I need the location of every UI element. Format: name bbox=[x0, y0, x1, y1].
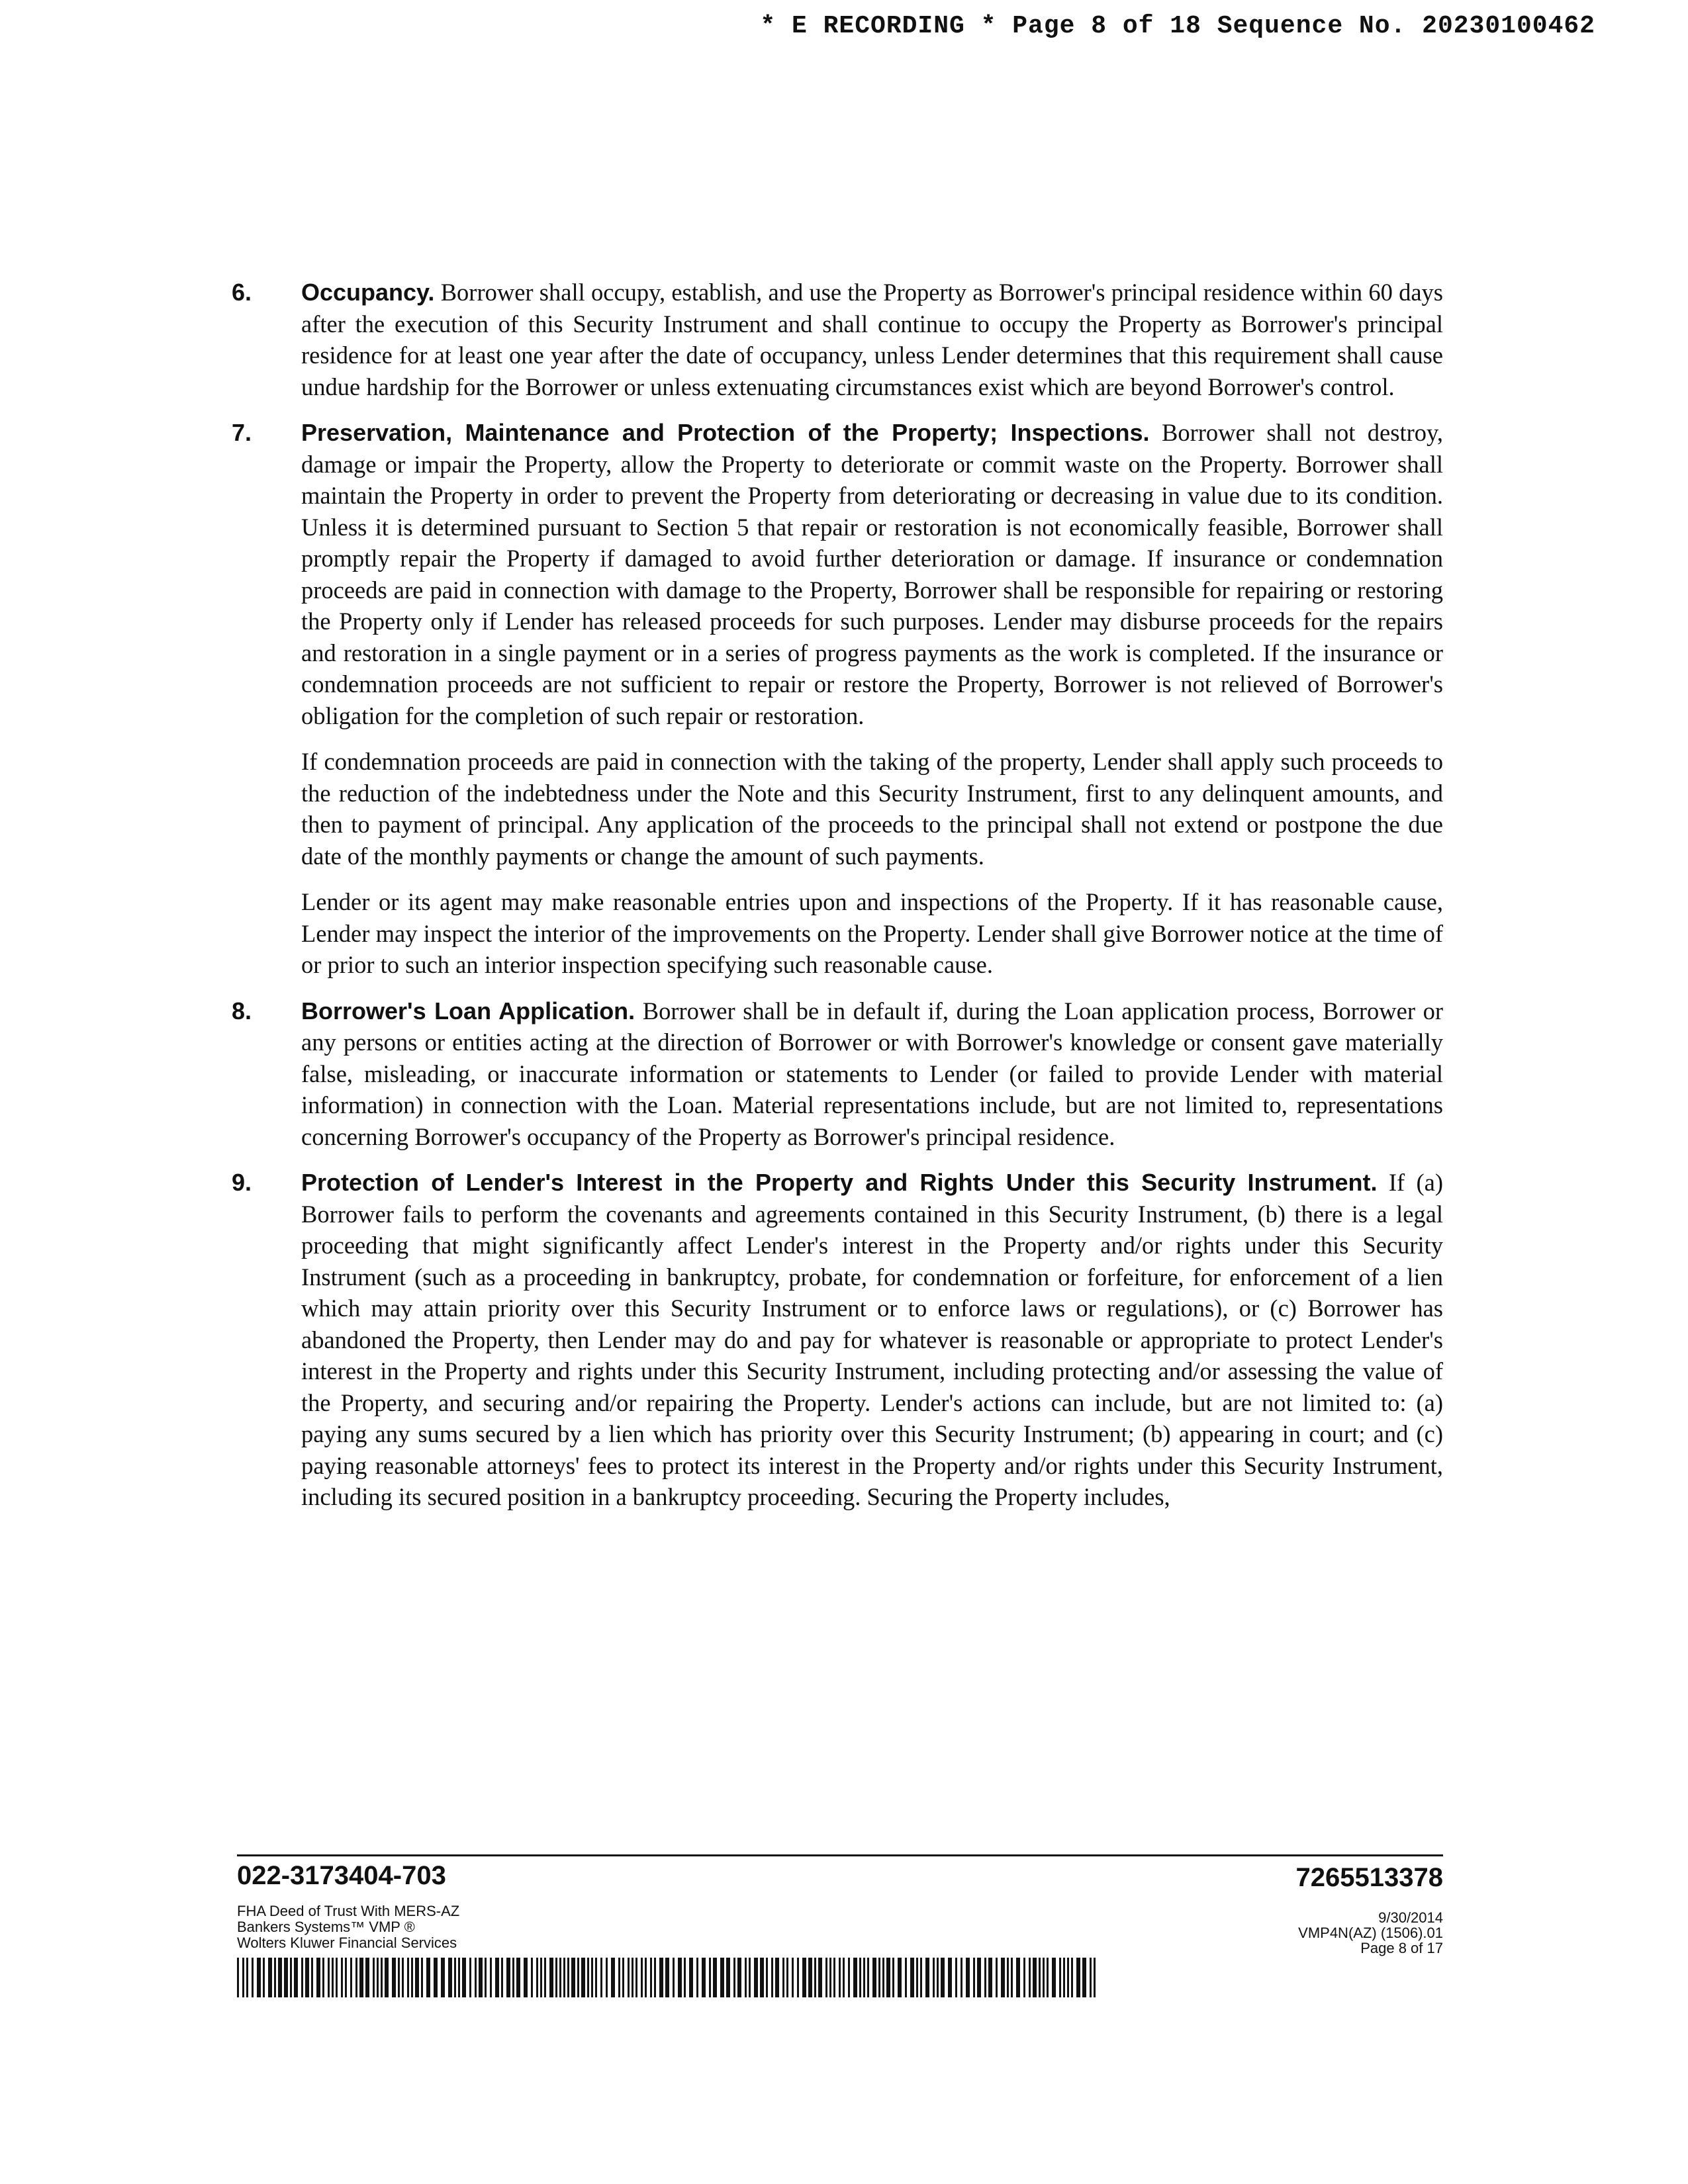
barcode-bar bbox=[1071, 1958, 1073, 1997]
barcode-bar bbox=[274, 1958, 276, 1997]
section-heading: Protection of Lender's Interest in the Property and Rights Under this Security Instrument. bbox=[301, 1169, 1378, 1196]
barcode-bar bbox=[709, 1958, 711, 1997]
barcode-bar bbox=[490, 1958, 492, 1997]
section-number: 8. bbox=[232, 997, 252, 1024]
barcode-bar bbox=[544, 1958, 546, 1997]
barcode-bar bbox=[645, 1958, 647, 1997]
barcode-bar bbox=[305, 1958, 309, 1997]
barcode-bar bbox=[910, 1958, 914, 1997]
barcode-bar bbox=[867, 1958, 869, 1997]
barcode-bar bbox=[1052, 1958, 1056, 1997]
section-9 bbox=[232, 1167, 1443, 1513]
barcode-bar bbox=[689, 1958, 693, 1997]
barcode-bar bbox=[587, 1958, 589, 1997]
barcode-bar bbox=[933, 1958, 935, 1997]
barcode-bar bbox=[373, 1958, 375, 1997]
barcode-bar bbox=[797, 1958, 799, 1997]
barcode-bar bbox=[252, 1958, 254, 1997]
barcode-bar bbox=[754, 1958, 758, 1997]
barcode-bar bbox=[920, 1958, 922, 1997]
barcode-bar bbox=[839, 1958, 841, 1997]
barcode-bar bbox=[1007, 1958, 1009, 1997]
barcode-bar bbox=[328, 1958, 330, 1997]
barcode-bar bbox=[650, 1958, 652, 1997]
barcode-bar bbox=[595, 1958, 597, 1997]
barcode-bar bbox=[1023, 1958, 1025, 1997]
barcode-bar bbox=[916, 1958, 918, 1997]
section-text: Borrower shall not destroy, damage or impair the Property, allow the Property to deteriorate or commit waste on the Property. Borrower shall maintain the Property in order to prevent the Property from deteriorating or decreasing in value due to its condition. Unless it is determined pursuant to Section 5 that repair or restoration is not economically feasible, Borrower shall promptly repair the Property if damaged to avoid further deterioration or damage. If insurance or condemnation proceeds are paid in connection with damage to the Property, Borrower shall be responsible for repairing or restoring the Property only if Lender has released proceeds for such purposes. Lender may disburse proceeds for the repairs and restoration in a single payment or in a series of progress payments as the work is completed. If the insurance or condemnation proceeds are not sufficient to repair or restore the Property, Borrower is not relieved of Borrower's obligation for the completion of such repair or restoration. bbox=[301, 419, 1444, 729]
barcode-bar bbox=[563, 1958, 565, 1997]
barcode-bar bbox=[1029, 1958, 1031, 1997]
barcode-bar bbox=[878, 1958, 880, 1997]
barcode-bar bbox=[506, 1958, 510, 1997]
barcode-bar bbox=[898, 1958, 902, 1997]
barcode-bar bbox=[475, 1958, 477, 1997]
barcode-bar bbox=[628, 1958, 630, 1997]
barcode-bar bbox=[843, 1958, 845, 1997]
barcode-bar bbox=[825, 1958, 827, 1997]
barcode-bar bbox=[263, 1958, 265, 1997]
barcode-bar bbox=[696, 1958, 698, 1997]
barcode-bar bbox=[392, 1958, 396, 1997]
barcode-bar bbox=[316, 1958, 320, 1997]
barcode-bar bbox=[829, 1958, 831, 1997]
section-text: Borrower shall be in default if, during the Loan application process, Borrower or any persons or entities acting at the direction of Borrower or with Borrower's knowledge or consent gave materially false, misleading, or inaccurate information or statements to Lender (or failed to provide Lender with material information) in connection with the Loan. Material representations include, but are not limited to, representations concerning Borrower's occupancy of the Property as Borrower's principal residence. bbox=[301, 997, 1443, 1150]
barcode-bar bbox=[808, 1958, 812, 1997]
barcode-bar bbox=[678, 1958, 682, 1997]
barcode-bar bbox=[1067, 1958, 1069, 1997]
section-7 bbox=[232, 417, 1443, 981]
form-code: VMP4N(AZ) (1506).01 bbox=[1298, 1925, 1443, 1941]
barcode-bar bbox=[955, 1958, 957, 1997]
barcode-bar bbox=[937, 1958, 939, 1997]
barcode-bar bbox=[257, 1958, 261, 1997]
barcode-bar bbox=[802, 1958, 806, 1997]
barcode-bar bbox=[237, 1958, 239, 1997]
barcode-bar bbox=[495, 1958, 499, 1997]
barcode-bar bbox=[524, 1958, 528, 1997]
barcode-bar bbox=[421, 1958, 423, 1997]
barcode-bar bbox=[512, 1958, 514, 1997]
barcode-bar bbox=[469, 1958, 471, 1997]
barcode-bar bbox=[377, 1958, 379, 1997]
barcode-bar bbox=[702, 1958, 706, 1997]
barcode-bar bbox=[385, 1958, 389, 1997]
barcode-bar bbox=[600, 1958, 602, 1997]
barcode-bar bbox=[567, 1958, 569, 1997]
barcode-bar bbox=[294, 1958, 298, 1997]
section-number: 6. bbox=[232, 279, 252, 306]
section-number: 7. bbox=[232, 419, 252, 446]
barcode-bar bbox=[641, 1958, 643, 1997]
footer-divider bbox=[237, 1854, 1443, 1856]
barcode-bar bbox=[786, 1958, 788, 1997]
barcode-bar bbox=[242, 1958, 244, 1997]
barcode-bar bbox=[555, 1958, 557, 1997]
barcode-bar bbox=[284, 1958, 288, 1997]
barcode bbox=[237, 1958, 1098, 1997]
barcode-bar bbox=[1063, 1958, 1065, 1997]
barcode-bar bbox=[1076, 1958, 1080, 1997]
barcode-bar bbox=[355, 1958, 357, 1997]
form-meta bbox=[1298, 1910, 1443, 1956]
barcode-bar bbox=[246, 1958, 248, 1997]
barcode-bar bbox=[571, 1958, 575, 1997]
barcode-bar bbox=[540, 1958, 542, 1997]
barcode-bar bbox=[411, 1958, 413, 1997]
barcode-bar bbox=[559, 1958, 561, 1997]
barcode-bar bbox=[737, 1958, 741, 1997]
barcode-bar bbox=[853, 1958, 857, 1997]
section-number: 9. bbox=[232, 1169, 252, 1196]
barcode-bar bbox=[1001, 1958, 1005, 1997]
barcode-bar bbox=[458, 1958, 460, 1997]
barcode-bar bbox=[632, 1958, 633, 1997]
barcode-bar bbox=[713, 1958, 717, 1997]
barcode-bar bbox=[892, 1958, 894, 1997]
section-6 bbox=[232, 277, 1443, 402]
barcode-bar bbox=[415, 1958, 419, 1997]
barcode-bar bbox=[501, 1958, 503, 1997]
recording-stamp: * E RECORDING * Page 8 of 18 Sequence No. 20230100462 bbox=[760, 12, 1595, 40]
barcode-bar bbox=[941, 1958, 945, 1997]
barcode-bar bbox=[973, 1958, 975, 1997]
form-info bbox=[237, 1903, 459, 1951]
barcode-bar bbox=[336, 1958, 338, 1997]
barcode-bar bbox=[905, 1958, 907, 1997]
barcode-bar bbox=[611, 1958, 615, 1997]
barcode-bar bbox=[659, 1958, 663, 1997]
barcode-bar bbox=[479, 1958, 483, 1997]
barcode-bar bbox=[872, 1958, 876, 1997]
barcode-bar bbox=[311, 1958, 313, 1997]
barcode-bar bbox=[485, 1958, 487, 1997]
barcode-bar bbox=[984, 1958, 986, 1997]
section-paragraph: If condemnation proceeds are paid in connection with the taking of the property, Lender shall apply such proceeds to the reduction of the indebtedness under the Note and this Security Instrument, first to any delinquent amounts, and then to payment of principal. Any application of the proceeds to the principal shall not extend or postpone the due date of the monthly payments or change the amount of such payments. bbox=[301, 748, 1443, 870]
barcode-bar bbox=[684, 1958, 686, 1997]
barcode-bar bbox=[882, 1958, 884, 1997]
barcode-bar bbox=[635, 1958, 637, 1997]
barcode-bar bbox=[775, 1958, 779, 1997]
section-heading: Preservation, Maintenance and Protection of the Property; Inspections. bbox=[301, 419, 1150, 446]
barcode-bar bbox=[966, 1958, 970, 1997]
barcode-bar bbox=[365, 1958, 369, 1997]
barcode-bar bbox=[441, 1958, 445, 1997]
barcode-bar bbox=[398, 1958, 400, 1997]
barcode-bar bbox=[745, 1958, 747, 1997]
barcode-bar bbox=[1047, 1958, 1049, 1997]
barcode-bar bbox=[549, 1958, 553, 1997]
barcode-bar bbox=[665, 1958, 669, 1997]
page-indicator: Page 8 of 17 bbox=[1360, 1940, 1443, 1956]
barcode-bar bbox=[516, 1958, 520, 1997]
barcode-bar bbox=[581, 1958, 585, 1997]
barcode-bar bbox=[961, 1958, 962, 1997]
form-publisher: Wolters Kluwer Financial Services bbox=[237, 1934, 457, 1951]
barcode-bar bbox=[760, 1958, 764, 1997]
barcode-bar bbox=[720, 1958, 724, 1997]
barcode-bar bbox=[359, 1958, 363, 1997]
barcode-bar bbox=[1094, 1958, 1096, 1997]
barcode-bar bbox=[332, 1958, 334, 1997]
barcode-bar bbox=[766, 1958, 768, 1997]
barcode-bar bbox=[996, 1958, 998, 1997]
barcode-bar bbox=[848, 1958, 850, 1997]
barcode-bar bbox=[407, 1958, 409, 1997]
barcode-bar bbox=[577, 1958, 579, 1997]
loan-number: 022-3173404-703 bbox=[237, 1861, 446, 1890]
section-paragraph: Lender or its agent may make reasonable entries upon and inspections of the Property. If it has reasonable cause, Lender may inspect the interior of the improvements on the Property. Lender shall give Borrower notice at the time of or prior to such an interior inspection specifying such reasonable cause. bbox=[301, 888, 1443, 978]
barcode-bar bbox=[606, 1958, 608, 1997]
barcode-bar bbox=[1039, 1958, 1041, 1997]
barcode-bar bbox=[814, 1958, 816, 1997]
barcode-bar bbox=[654, 1958, 656, 1997]
section-heading: Occupancy. bbox=[301, 279, 435, 306]
barcode-bar bbox=[426, 1958, 430, 1997]
barcode-bar bbox=[618, 1958, 620, 1997]
barcode-bar bbox=[454, 1958, 456, 1997]
barcode-bar bbox=[1090, 1958, 1092, 1997]
barcode-bar bbox=[268, 1958, 272, 1997]
barcode-bar bbox=[622, 1958, 624, 1997]
section-heading: Borrower's Loan Application. bbox=[301, 997, 635, 1024]
section-text: Borrower shall occupy, establish, and use the Property as Borrower's principal residence within 60 days after the execution of this Security Instrument and shall continue to occupy the Property as Borrower's principal residence for at least one year after the date of occupancy, unless Lender determines that this requirement shall cause undue hardship for the Borrower or unless extenuating circumstances exist which are beyond Borrower's control. bbox=[301, 279, 1443, 400]
barcode-bar bbox=[859, 1958, 861, 1997]
form-title: FHA Deed of Trust With MERS-AZ bbox=[237, 1903, 460, 1919]
barcode-bar bbox=[301, 1958, 303, 1997]
barcode-bar bbox=[322, 1958, 324, 1997]
barcode-bar bbox=[1016, 1958, 1020, 1997]
barcode-bar bbox=[1059, 1958, 1061, 1997]
barcode-bar bbox=[726, 1958, 730, 1997]
barcode-bar bbox=[977, 1958, 981, 1997]
barcode-bar bbox=[673, 1958, 675, 1997]
document-body bbox=[232, 277, 1443, 1527]
barcode-bar bbox=[345, 1958, 347, 1997]
barcode-bar bbox=[402, 1958, 404, 1997]
section-8 bbox=[232, 995, 1443, 1153]
barcode-bar bbox=[381, 1958, 383, 1997]
document-number: 7265513378 bbox=[1295, 1863, 1443, 1892]
section-text: If (a) Borrower fails to perform the covenants and agreements contained in this Security Instrument, (b) there is a legal proceeding that might significantly affect Lender's interest in the Property and/or rights under this Security Instrument (such as a proceeding in bankruptcy, probate, for condemnation or forfeiture, for enforcement of a lien which may attain priority over this Security Instrument or to enforce laws or regulations), or (c) Borrower has abandoned the Property, then Lender may do and pay for whatever is reasonable or appropriate to protect Lender's interest in the Property and rights under this Security Instrument, including protecting and/or assessing the value of the Property, and securing and/or repairing the Property. Lender's actions can include, but are not limited to: (a) paying any sums secured by a lien which has priority over this Security Instrument; (b) appearing in court; and (c) paying reasonable attorneys' fees to protect its interest in the Property and/or rights under this Security Instrument, including its secured position in a bankruptcy proceeding. Securing the Property includes, bbox=[301, 1169, 1443, 1510]
barcode-bar bbox=[792, 1958, 794, 1997]
barcode-bar bbox=[591, 1958, 593, 1997]
barcode-bar bbox=[782, 1958, 784, 1997]
form-date: 9/30/2014 bbox=[1378, 1909, 1443, 1926]
barcode-bar bbox=[771, 1958, 773, 1997]
barcode-bar bbox=[448, 1958, 452, 1997]
barcode-bar bbox=[833, 1958, 835, 1997]
barcode-bar bbox=[341, 1958, 343, 1997]
barcode-bar bbox=[733, 1958, 735, 1997]
barcode-bar bbox=[290, 1958, 292, 1997]
barcode-bar bbox=[886, 1958, 890, 1997]
barcode-bar bbox=[948, 1958, 952, 1997]
barcode-bar bbox=[863, 1958, 865, 1997]
barcode-bar bbox=[531, 1958, 533, 1997]
barcode-bar bbox=[749, 1958, 751, 1997]
barcode-bar bbox=[925, 1958, 929, 1997]
barcode-bar bbox=[1011, 1958, 1013, 1997]
barcode-bar bbox=[988, 1958, 992, 1997]
barcode-bar bbox=[1033, 1958, 1037, 1997]
barcode-bar bbox=[536, 1958, 538, 1997]
barcode-bar bbox=[818, 1958, 822, 1997]
barcode-bar bbox=[278, 1958, 282, 1997]
form-vendor: Bankers Systems™ VMP ® bbox=[237, 1919, 415, 1935]
barcode-bar bbox=[434, 1958, 438, 1997]
barcode-bar bbox=[462, 1958, 466, 1997]
barcode-bar bbox=[1043, 1958, 1045, 1997]
barcode-bar bbox=[1082, 1958, 1086, 1997]
barcode-bar bbox=[350, 1958, 352, 1997]
